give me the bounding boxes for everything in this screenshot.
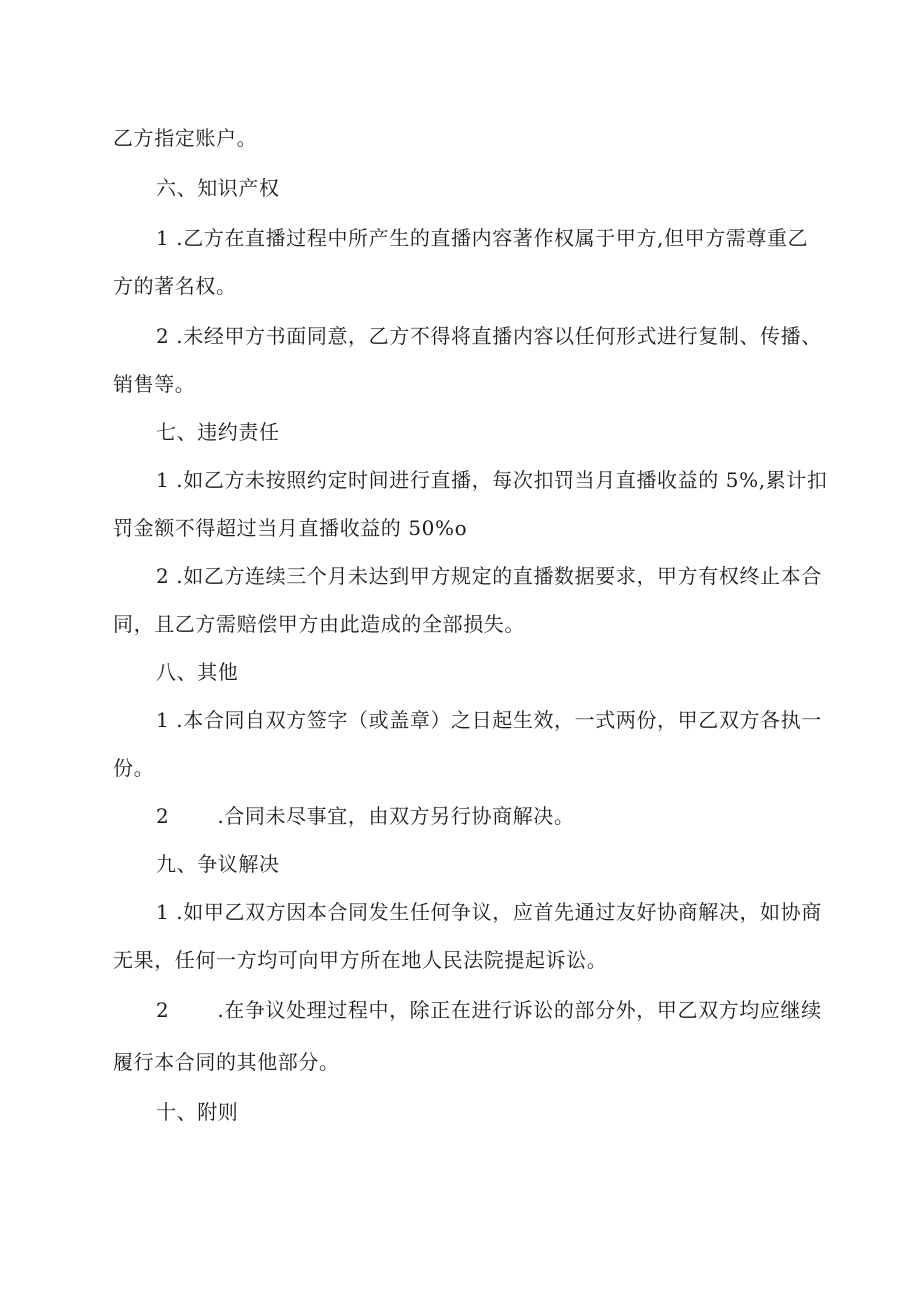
- clause-text-continuation: 无果，任何一方均可向甲方所在地人民法院提起诉讼。: [113, 948, 608, 972]
- clause-text: 1 .如乙方未按照约定时间进行直播，每次扣罚当月直播收益的 5%,累计扣: [156, 468, 828, 492]
- clause-text: 1 .如甲乙双方因本合同发生任何争议，应首先通过友好协商解决，如协商: [156, 900, 822, 924]
- clause-text-continuation: 方的著名权。: [113, 274, 237, 298]
- clause-text-continuation: 同，且乙方需赔偿甲方由此造成的全部损失。: [113, 612, 525, 636]
- clause-text-continuation: 罚金额不得超过当月直播收益的 50%o: [113, 516, 468, 540]
- clause-text: 1 .乙方在直播过程中所产生的直播内容著作权属于甲方,但甲方需尊重乙: [156, 226, 809, 250]
- clause-line: [156, 802, 575, 830]
- clause-text-continuation: 履行本合同的其他部分。: [113, 1050, 340, 1074]
- clause-text: .在争议处理过程中，除正在进行诉讼的部分外，甲乙双方均应继续: [217, 998, 822, 1022]
- clause-number: 2: [156, 998, 170, 1022]
- clause-text: 1 .本合同自双方签字（或盖章）之日起生效，一式两份，甲乙双方各执一: [156, 708, 822, 732]
- section-heading: 六、知识产权: [156, 176, 280, 200]
- paragraph-text: 乙方指定账户。: [113, 126, 258, 150]
- clause-number: 2: [156, 804, 170, 828]
- clause-text-continuation: 份。: [113, 756, 155, 780]
- clause-text: 2 .如乙方连续三个月未达到甲方规定的直播数据要求，甲方有权终止本合: [156, 564, 822, 588]
- clause-line: [156, 996, 822, 1024]
- clause-text: 2 .未经甲方书面同意，乙方不得将直播内容以任何形式进行复制、传播、: [156, 324, 822, 348]
- section-heading: 八、其他: [156, 660, 239, 684]
- clause-text-continuation: 销售等。: [113, 372, 196, 396]
- section-heading: 十、附则: [156, 1100, 239, 1124]
- section-heading: 七、违约责任: [156, 420, 280, 444]
- section-heading: 九、争议解决: [156, 852, 280, 876]
- clause-text: .合同未尽事宜，由双方另行协商解决。: [217, 804, 575, 828]
